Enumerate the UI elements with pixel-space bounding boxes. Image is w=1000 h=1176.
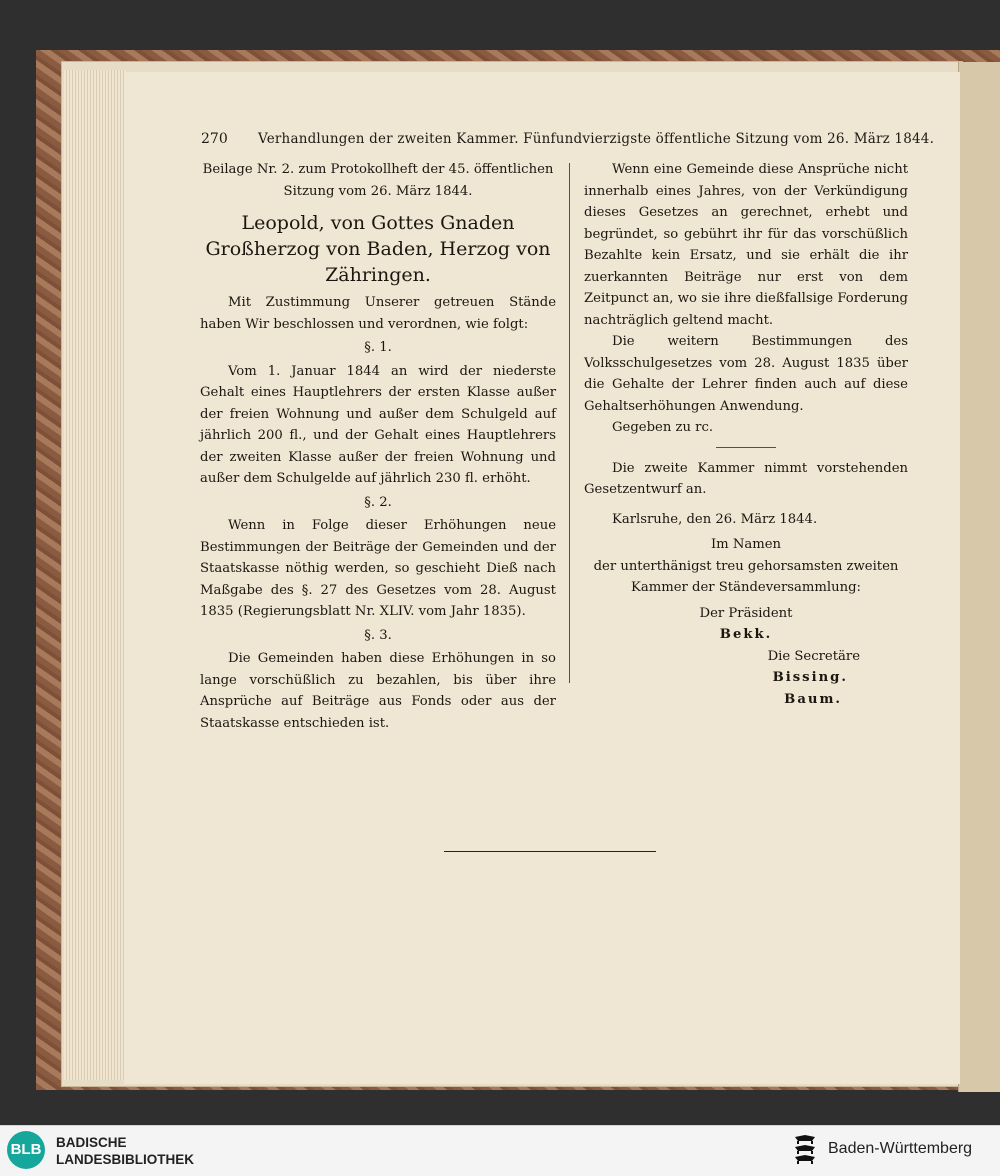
library-line-1: BADISCHE — [56, 1135, 127, 1150]
section-text: Vom 1. Januar 1844 an wird der niederste Gehalt eines Hauptlehrers der ersten Klasse außer der freien Wohnung und außer dem Schulgeld auf jährlich 200 fl., und der Gehalt eines Hauptlehrers der zweiten Klasse außer der freien Wohnung und außer dem Schulgelde auf jährlich 230 fl. erhöht. — [200, 363, 556, 486]
section-text: Die Gemeinden haben diese Erhöhungen in so lange vorschüßlich zu bezahlen, bis über ihre Ansprüche auf Beiträge aus Fonds oder aus der Staatskasse entschieden ist. — [200, 651, 556, 731]
blb-logo-badge[interactable]: BLB — [7, 1131, 45, 1169]
page-edge-right — [958, 62, 1000, 1092]
left-column — [200, 159, 556, 734]
blb-logo-text[interactable] — [56, 1134, 194, 1168]
section-label: §. 3. — [364, 627, 392, 643]
in-name: Im Namen — [710, 537, 782, 552]
page-number: 270 — [201, 131, 228, 147]
secretaries-title: Die Secretäre — [767, 648, 860, 664]
president-name: Bekk. — [719, 627, 773, 642]
on-behalf: der unterthänigst treu gehorsamsten zweiten Kammer der Ständeversammlung: — [593, 558, 899, 595]
president-title: Der Präsident — [699, 605, 793, 621]
state-logo-text[interactable]: Baden-Württemberg — [828, 1140, 973, 1157]
lions-icon — [792, 1132, 818, 1168]
right-column — [584, 159, 908, 710]
preamble: Mit Zustimmung Unserer getreuen Stände haben Wir beschlossen und verordnen, wie folgt: — [200, 295, 556, 332]
chamber-note: Die zweite Kammer nimmt vorstehenden Gesetzentwurf an. — [584, 460, 908, 497]
library-line-2: LANDESBIBLIOTHEK — [56, 1152, 194, 1167]
supplement-title: Beilage Nr. 2. zum Protokollheft der 45. öffentlichen Sitzung vom 26. März 1844. — [202, 162, 554, 199]
decree-heading: Leopold, von Gottes Gnaden Großherzog von Baden, Herzog von Zähringen. — [205, 212, 551, 286]
page-edges-left — [64, 70, 126, 1080]
given-clause: Gegeben zu rc. — [612, 420, 714, 435]
paragraph: Die weitern Bestimmungen des Volksschulgesetzes vom 28. August 1835 über die Gehalte der Lehrer finden auch auf diese Gehaltserhöhungen Anwendung. — [584, 334, 908, 414]
place-date: Karlsruhe, den 26. März 1844. — [612, 511, 818, 527]
running-title: Verhandlungen der zweiten Kammer. Fünfundvierzigste öffentliche Sitzung vom 26. März 1844. — [258, 131, 935, 147]
secretary-name: Bissing. — [772, 670, 848, 685]
bottom-rule — [444, 851, 656, 852]
section-text: Wenn in Folge dieser Erhöhungen neue Bestimmungen der Beiträge der Gemeinden und der Staatskasse nöthig werden, so geschieht Dieß nach Maßgabe des §. 27 des Gesetzes vom 28. August 1835 (Regierungsblatt Nr. XLIV. vom Jahr 1835). — [200, 518, 556, 619]
short-rule — [716, 447, 776, 448]
section-label: §. 2. — [364, 494, 392, 510]
column-divider — [569, 163, 570, 683]
section-label: §. 1. — [364, 340, 392, 355]
secretary-name: Baum. — [784, 691, 842, 707]
paragraph: Wenn eine Gemeinde diese Ansprüche nicht innerhalb eines Jahres, von der Verkündigung dieses Gesetzes an gerechnet, erhebt und begründet, so gebührt ihr für das vorschüßlich Bezahlte kein Ersatz, und sie erhält die ihr zuerkannten Beiträge nur erst von dem Zeitpunct an, wo sie ihre dießfallsige Forderung nachträglich geltend macht. — [584, 162, 908, 328]
